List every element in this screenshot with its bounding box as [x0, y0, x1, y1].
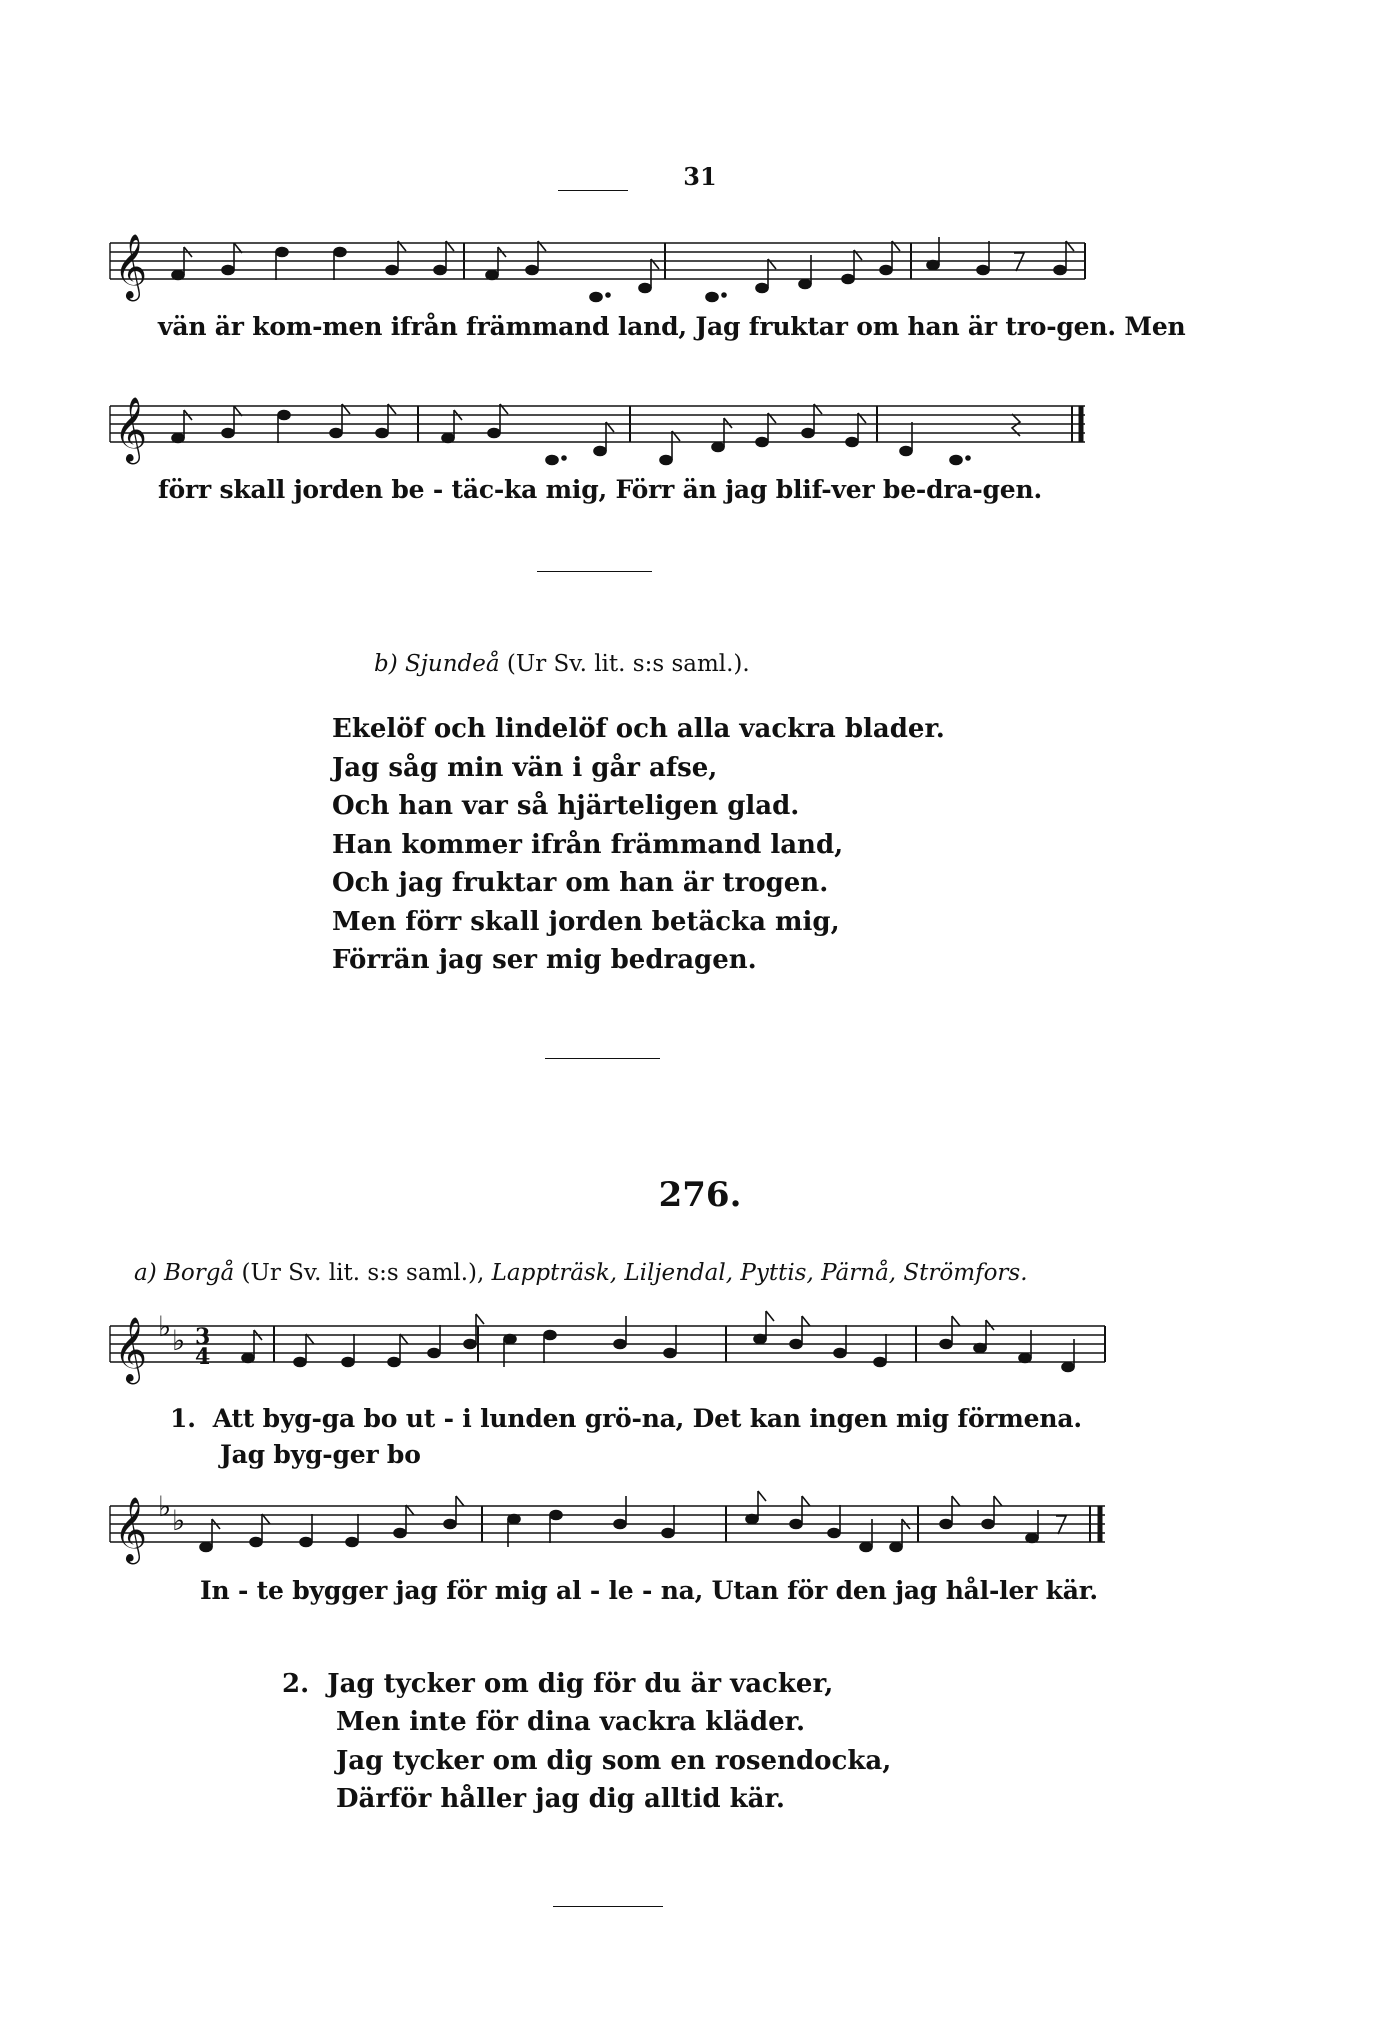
- treble-clef-icon: 𝄞: [114, 1317, 148, 1382]
- variant-source: (Ur Sv. lit. s:s saml.).: [506, 651, 750, 677]
- treble-clef-icon: 𝄞: [114, 234, 148, 299]
- time-signature-top: 3: [195, 1324, 211, 1350]
- source-place: Lappträsk,: [491, 1260, 618, 1286]
- treble-clef-icon: 𝄞: [114, 1497, 148, 1562]
- poem-line: Han kommer ifrån främmand land,: [332, 829, 844, 860]
- music-staff-3: [100, 1298, 1120, 1398]
- music-staff-4: [100, 1478, 1120, 1578]
- end-divider: [553, 1906, 663, 1907]
- music-staff-2: [100, 388, 1100, 478]
- song-276-lyrics-line-1: 1. Att byg-ga bo ut - i lunden grö-na, Det kan ingen mig förmena.: [170, 1404, 1082, 1433]
- poem-line: Ekelöf och lindelöf och alla vackra blader.: [332, 714, 945, 744]
- section-divider: [537, 571, 652, 572]
- source-place: Strömfors.: [903, 1260, 1028, 1286]
- variant-label: a): [134, 1260, 157, 1286]
- poem-line: Och jag fruktar om han är trogen.: [332, 868, 829, 898]
- poem-line: Förrän jag ser mig bedragen.: [332, 945, 757, 975]
- treble-clef-icon: 𝄞: [114, 397, 148, 462]
- song-276-sources: [134, 1260, 1028, 1286]
- section-divider: [545, 1058, 660, 1059]
- flat-icon: ♭: [172, 1324, 186, 1357]
- lyrics-line-2: förr skall jorden be - täc-ka mig, Förr än jag blif-ver be-dra-gen.: [158, 475, 1042, 504]
- variant-label: b): [374, 651, 398, 677]
- page-number: 31: [683, 162, 717, 191]
- song-276-lyrics-line-2: In - te bygger jag för mig al - le - na, Utan för den jag hål-ler kär.: [200, 1576, 1098, 1605]
- variant-b-heading: [374, 651, 750, 677]
- lyrics-line-1: vän är kom-men ifrån främmand land, Jag fruktar om han är tro-gen. Men: [158, 312, 1186, 341]
- poem-line: Jag såg min vän i går afse,: [332, 752, 718, 783]
- music-staff-1: [100, 225, 1100, 315]
- source-place: Borgå: [164, 1260, 235, 1286]
- verse-line: Jag tycker om dig för du är vacker,: [327, 1669, 834, 1699]
- poem-line: Därför håller jag dig alltid kär.: [336, 1784, 785, 1814]
- song-number: 276.: [658, 1175, 742, 1215]
- variant-b-poem: [332, 710, 945, 980]
- source-collection: (Ur Sv. lit. s:s saml.),: [241, 1260, 485, 1286]
- variant-place: Sjundeå: [405, 651, 500, 677]
- verse-2-rest: [336, 1703, 891, 1819]
- flat-icon: ♭: [158, 1490, 172, 1523]
- source-place: Pyttis,: [740, 1260, 814, 1286]
- poem-line: Jag tycker om dig som en rosendocka,: [336, 1745, 892, 1776]
- song-276-lyrics-alt: Jag byg-ger bo: [220, 1440, 421, 1469]
- source-place: Liljendal,: [624, 1260, 734, 1286]
- poem-line: Men inte för dina vackra kläder.: [336, 1707, 806, 1737]
- source-place: Pärnå,: [821, 1260, 897, 1286]
- page-number-rule: [558, 190, 628, 191]
- poem-line: Och han var så hjärteligen glad.: [332, 791, 800, 821]
- poem-line: Men förr skall jorden betäcka mig,: [332, 906, 840, 937]
- flat-icon: ♭: [158, 1310, 172, 1343]
- poem-line: [282, 1665, 833, 1704]
- flat-icon: ♭: [172, 1504, 186, 1537]
- time-signature-bottom: 4: [195, 1344, 211, 1370]
- verse-2: [282, 1665, 833, 1704]
- verse-number: 2.: [282, 1669, 310, 1699]
